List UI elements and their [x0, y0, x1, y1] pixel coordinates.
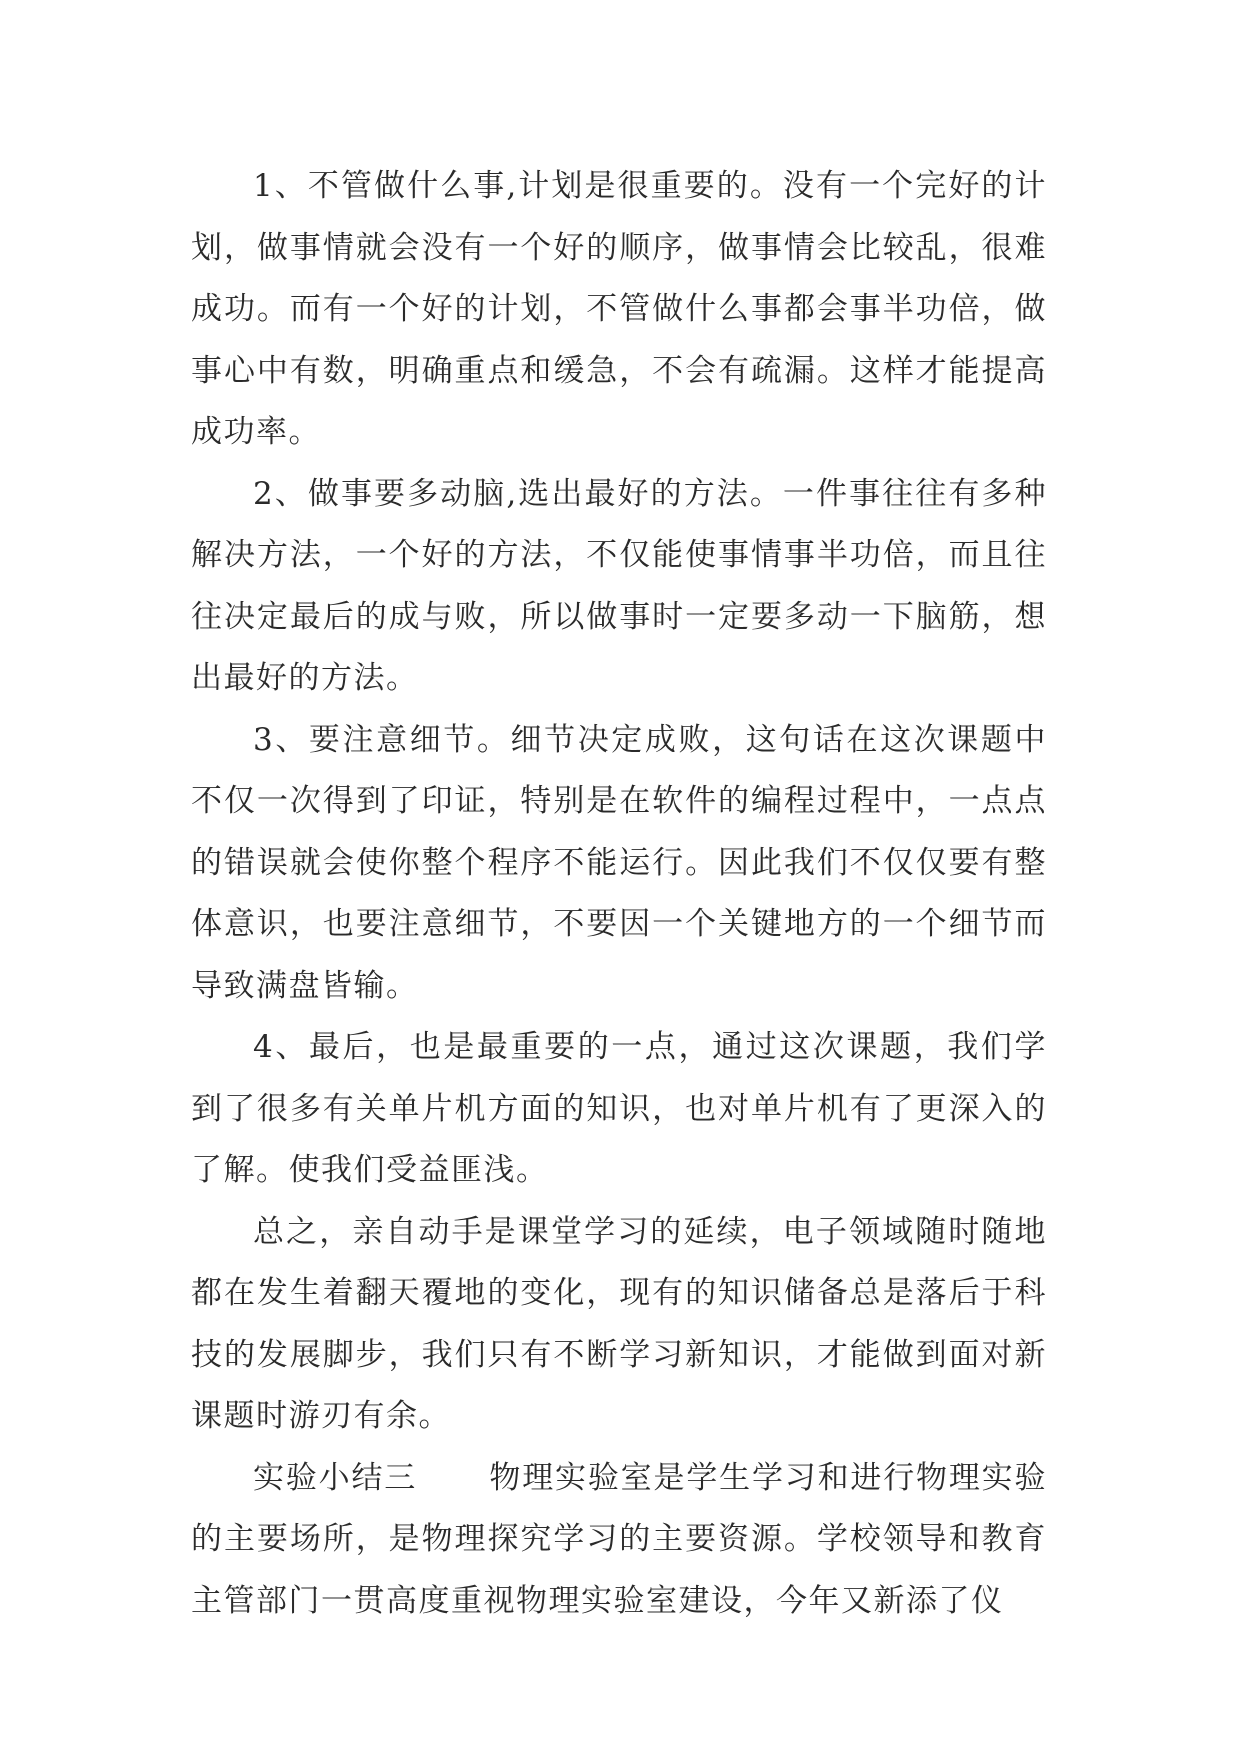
paragraph-4: 4、最后，也是最重要的一点，通过这次课题，我们学到了很多有关单片机方面的知识，也对单片机有了更深入的了解。使我们受益匪浅。	[191, 1029, 1047, 1188]
section-text: 物理实验室是学生学习和进行物理实验的主要场所，是物理探究学习的主要资源。学校领导和教育主管部门一贯高度重视物理实验室建设，今年又新添了仪	[191, 1459, 1048, 1619]
paragraph-experiment-summary-three	[191, 1448, 1047, 1633]
paragraph-summary: 总之，亲自动手是课堂学习的延续，电子领域随时随地都在发生着翻天覆地的变化，现有的知识储备总是落后于科技的发展脚步，我们只有不断学习新知识，才能做到面对新课题时游刃有余。	[191, 1213, 1047, 1434]
paragraph-1: 1、不管做什么事,计划是很重要的。没有一个完好的计划，做事情就会没有一个好的顺序，做事情会比较乱，很难成功。而有一个好的计划，不管做什么事都会事半功倍，做事心中有数，明确重点和缓急，不会有疏漏。这样才能提高成功率。	[191, 168, 1047, 450]
section-heading: 实验小结三	[253, 1459, 418, 1496]
paragraph-2: 2、做事要多动脑,选出最好的方法。一件事往往有多种解决方法，一个好的方法，不仅能使事情事半功倍，而且往往决定最后的成与败，所以做事时一定要多动一下脑筋，想出最好的方法。	[191, 475, 1047, 696]
document-body	[191, 156, 1047, 1632]
paragraph-3: 3、要注意细节。细节决定成败，这句话在这次课题中不仅一次得到了印证，特别是在软件的编程过程中，一点点的错误就会使你整个程序不能运行。因此我们不仅仅要有整体意识，也要注意细节，不要因一个关键地方的一个细节而导致满盘皆输。	[191, 721, 1047, 1004]
